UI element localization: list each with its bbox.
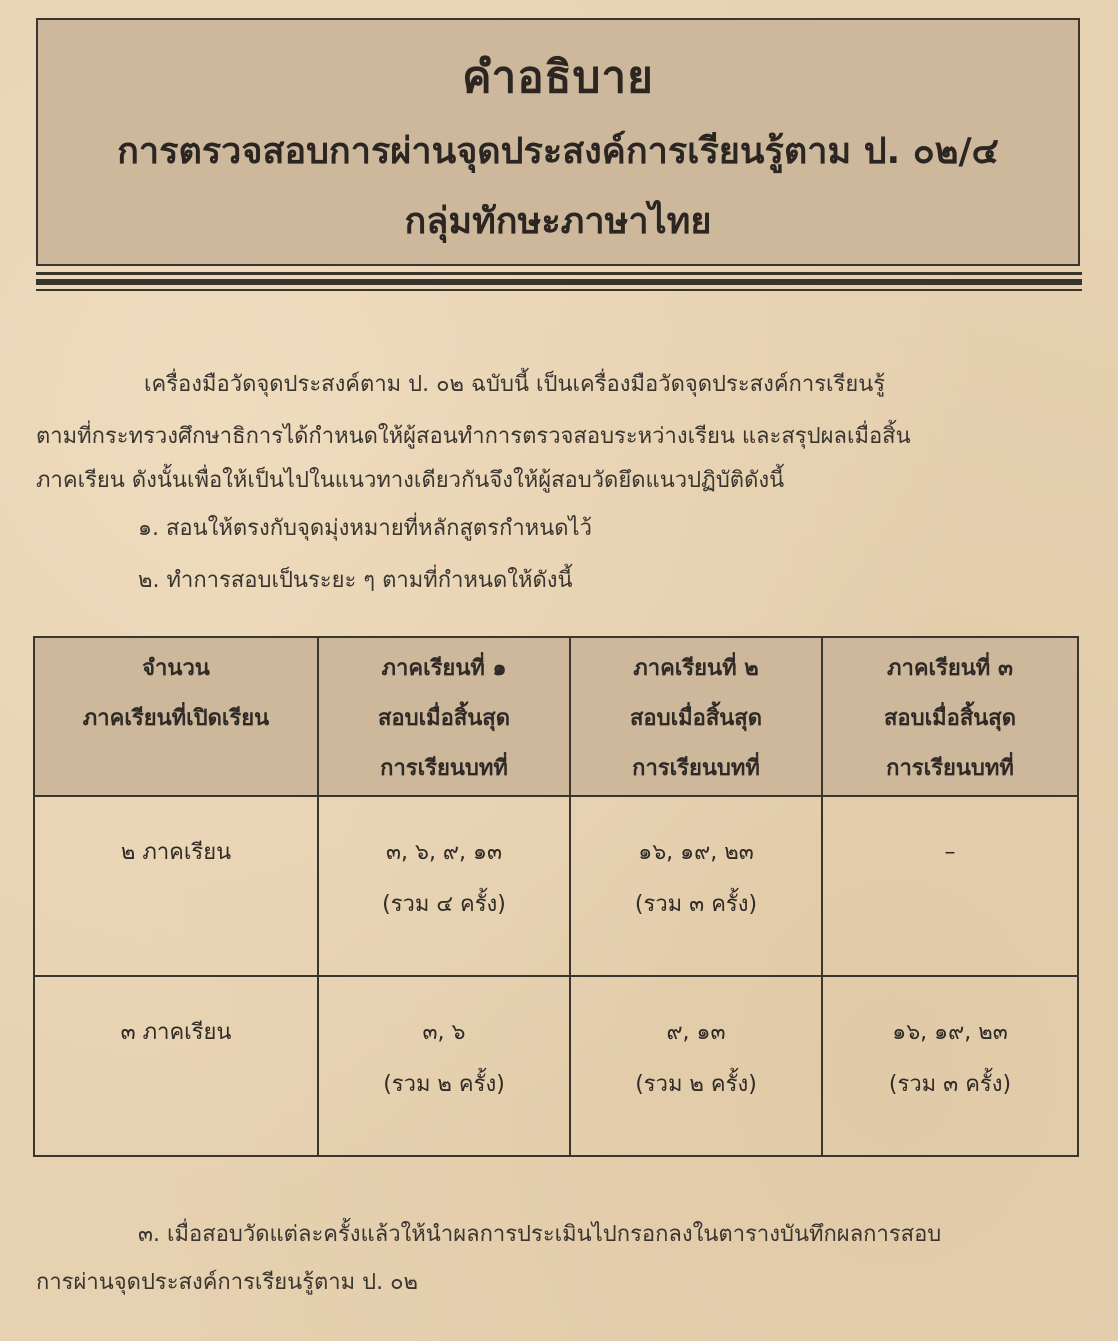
page-subtitle: การตรวจสอบการผ่านจุดประสงค์การเรียนรู้ตาม ป. ๐๒/๔ <box>117 131 999 172</box>
header-text: สอบเมื่อสิ้นสุด <box>629 706 763 731</box>
header-cell-term-1 <box>318 637 570 796</box>
exam-count: (รวม ๓ ครั้ง) <box>888 1072 1012 1097</box>
term-2-cell <box>570 796 822 976</box>
header-cell-term-3 <box>822 637 1078 796</box>
row-label: ๒ ภาคเรียน <box>120 840 232 865</box>
header-text: สอบเมื่อสิ้นสุด <box>377 706 511 731</box>
header-text: การเรียนบทที่ <box>886 756 1014 781</box>
list-item: ๒. ทำการสอบเป็นระยะ ๆ ตามที่กำหนดให้ดังนี้ <box>138 568 573 593</box>
header-text: การเรียนบทที่ <box>380 756 508 781</box>
lesson-numbers: ๑๖, ๑๙, ๒๓ <box>892 1020 1008 1045</box>
header-text: ภาคเรียนที่เปิดเรียน <box>82 706 270 731</box>
header-text: ภาคเรียนที่ ๓ <box>886 656 1014 681</box>
divider-rule <box>36 272 1082 275</box>
list-item: ๑. สอนให้ตรงกับจุดมุ่งหมายที่หลักสูตรกำหนดไว้ <box>138 516 592 541</box>
header-text: การเรียนบทที่ <box>632 756 760 781</box>
intro-line: ภาคเรียน ดังนั้นเพื่อให้เป็นไปในแนวทางเดียวกันจึงให้ผู้สอบวัดยึดแนวปฏิบัติดังนี้ <box>36 468 785 493</box>
divider-rule <box>36 279 1082 285</box>
row-label: ๓ ภาคเรียน <box>120 1020 232 1045</box>
header-cell-term-2 <box>570 637 822 796</box>
table-header-row <box>34 637 1078 796</box>
lesson-numbers: ๓, ๖, ๙, ๑๓ <box>385 840 503 865</box>
lesson-numbers: ๙, ๑๓ <box>666 1020 726 1045</box>
exam-count: (รวม ๒ ครั้ง) <box>635 1072 757 1097</box>
exam-count: (รวม ๓ ครั้ง) <box>634 892 758 917</box>
header-text: สอบเมื่อสิ้นสุด <box>883 706 1017 731</box>
page-title: คำอธิบาย <box>462 52 654 103</box>
lesson-numbers: – <box>944 840 956 865</box>
list-item-continuation: การผ่านจุดประสงค์การเรียนรู้ตาม ป. ๐๒ <box>36 1270 419 1295</box>
row-label-cell <box>34 976 318 1156</box>
exam-count: (รวม ๔ ครั้ง) <box>382 892 506 917</box>
lesson-numbers: ๑๖, ๑๙, ๒๓ <box>638 840 754 865</box>
divider-rule <box>36 289 1082 291</box>
lesson-numbers: ๓, ๖ <box>422 1020 466 1045</box>
title-box <box>36 18 1080 266</box>
exam-count: (รวม ๒ ครั้ง) <box>383 1072 505 1097</box>
exam-schedule-table <box>33 636 1079 1157</box>
header-text: ภาคเรียนที่ ๑ <box>381 656 507 681</box>
term-1-cell <box>318 976 570 1156</box>
header-text: จำนวน <box>142 656 210 681</box>
header-cell-semester-count <box>34 637 318 796</box>
intro-line: ตามที่กระทรวงศึกษาธิการได้กำหนดให้ผู้สอนทำการตรวจสอบระหว่างเรียน และสรุปผลเมื่อสิ้น <box>36 424 911 449</box>
term-2-cell <box>570 976 822 1156</box>
term-1-cell <box>318 796 570 976</box>
table-row <box>34 976 1078 1156</box>
header-text: ภาคเรียนที่ ๒ <box>633 656 759 681</box>
row-label-cell <box>34 796 318 976</box>
intro-line: เครื่องมือวัดจุดประสงค์ตาม ป. ๐๒ ฉบับนี้ เป็นเครื่องมือวัดจุดประสงค์การเรียนรู้ <box>144 372 886 397</box>
list-item: ๓. เมื่อสอบวัดแต่ละครั้งแล้วให้นำผลการประเมินไปกรอกลงในตารางบันทึกผลการสอบ <box>138 1222 942 1247</box>
term-3-cell <box>822 796 1078 976</box>
subject-group: กลุ่มทักษะภาษาไทย <box>404 201 712 242</box>
table-row <box>34 796 1078 976</box>
term-3-cell <box>822 976 1078 1156</box>
